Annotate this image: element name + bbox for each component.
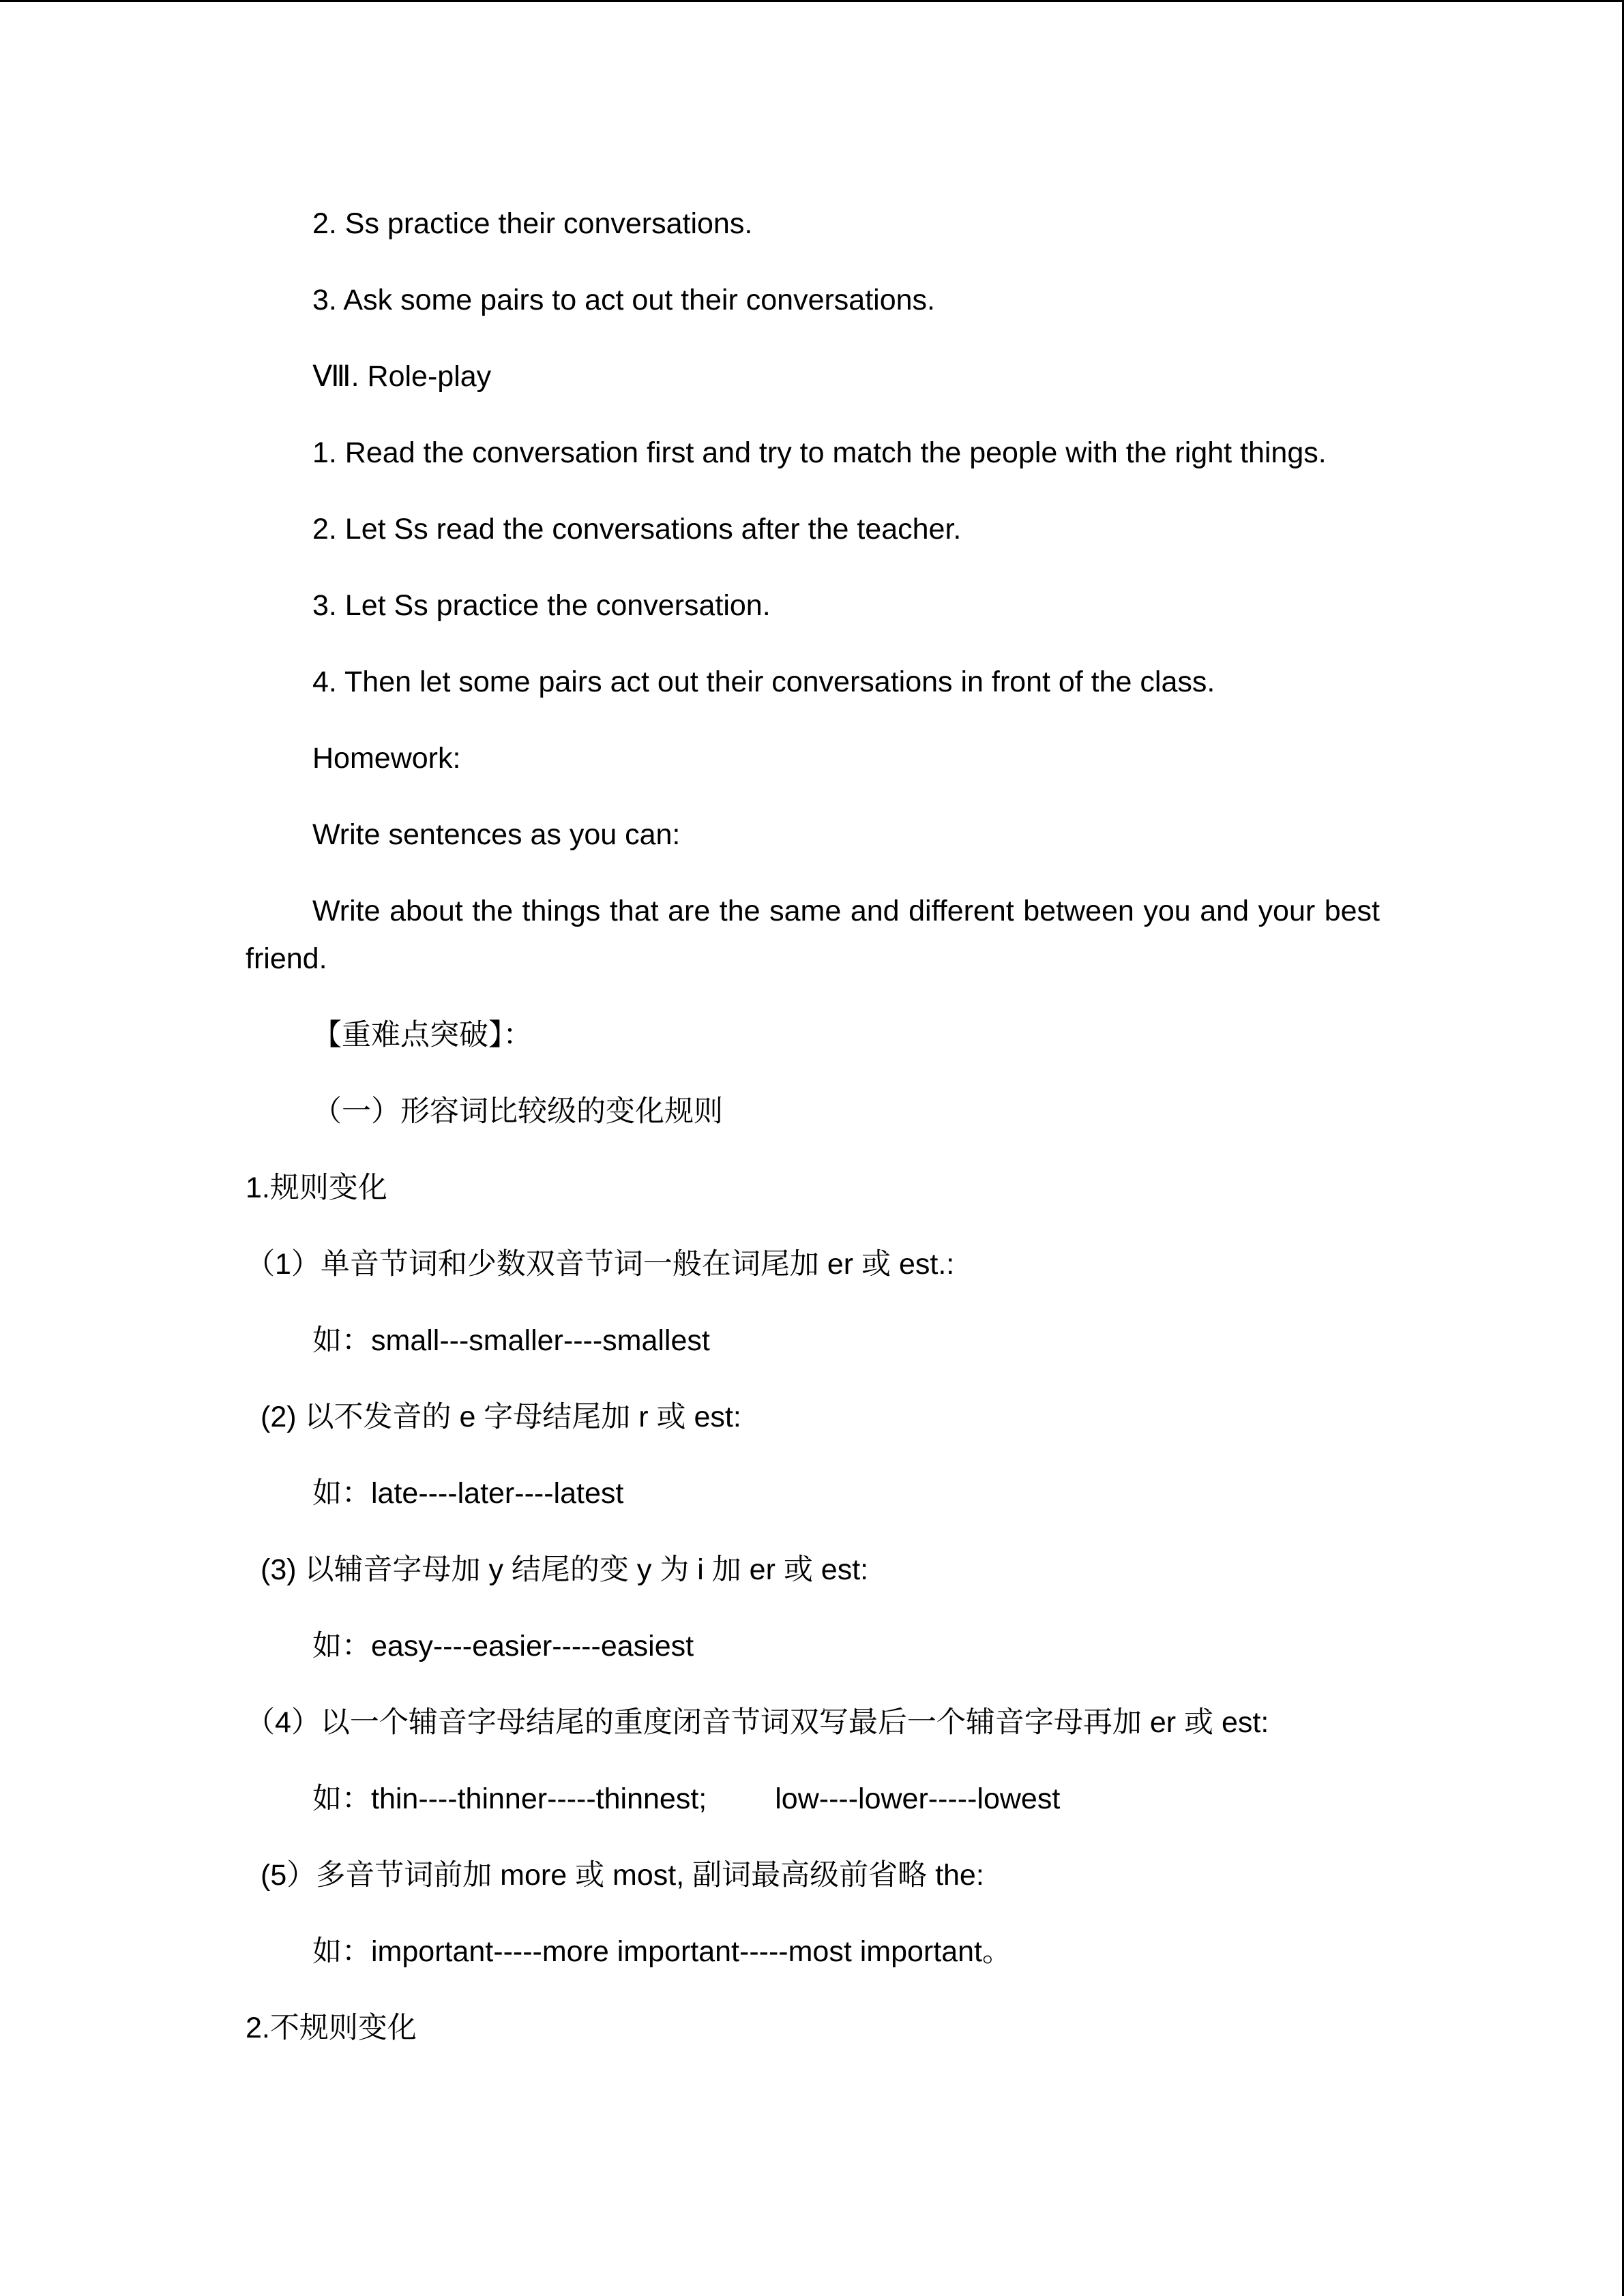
- rule-3: (3) 以辅音字母加 y 结尾的变 y 为 i 加 er 或 est:: [261, 1553, 869, 1586]
- rule-4-example-thin: 如：thin----thinner-----thinnest;: [312, 1783, 707, 1815]
- role-play-step-3: 3. Let Ss practice the conversation.: [312, 589, 771, 622]
- rule-1-example: 如：small---smaller----smallest: [312, 1324, 710, 1357]
- role-play-step-2: 2. Let Ss read the conversations after the teacher.: [312, 513, 962, 546]
- rule-5: (5）多音节词前加 more 或 most, 副词最高级前省略 the:: [261, 1859, 984, 1892]
- rule-4-example: [246, 1775, 1380, 1823]
- role-play-step-4: 4. Then let some pairs act out their conversations in front of the class.: [312, 666, 1215, 698]
- rule-4-example-low: low----lower-----lowest: [775, 1783, 1061, 1815]
- key-points-heading: 【重难点突破】：: [312, 1019, 533, 1052]
- rule-5-example: 如：important-----more important-----most important。: [312, 1935, 1012, 1968]
- document-body: [246, 200, 1380, 2081]
- comparative-rules-heading: （一）形容词比较级的变化规则: [312, 1095, 723, 1128]
- homework-heading: Homework:: [312, 742, 461, 775]
- homework-instruction: Write sentences as you can:: [312, 818, 681, 851]
- irregular-changes-heading: 2.不规则变化: [246, 2012, 417, 2044]
- section-heading-role-play: Ⅷ. Role-play: [312, 360, 492, 393]
- step-act-out-conversations: 3. Ask some pairs to act out their conversations.: [312, 284, 935, 316]
- rule-2-example: 如：late----later----latest: [312, 1477, 624, 1510]
- homework-task-paragraph: Write about the things that are the same and different between you and your best friend.: [246, 895, 1380, 975]
- rule-3-example: 如：easy----easier-----easiest: [312, 1630, 694, 1663]
- regular-changes-heading: 1.规则变化: [246, 1172, 387, 1204]
- rule-4: （4）以一个辅音字母结尾的重度闭音节词双写最后一个辅音字母再加 er 或 est:: [246, 1706, 1269, 1739]
- rule-1: （1）单音节词和少数双音节词一般在词尾加 er 或 est.:: [246, 1248, 955, 1281]
- role-play-step-1: 1. Read the conversation first and try to match the people with the right things.: [312, 436, 1327, 469]
- step-practice-conversations: 2. Ss practice their conversations.: [312, 207, 753, 240]
- rule-2: (2) 以不发音的 e 字母结尾加 r 或 est:: [261, 1401, 741, 1433]
